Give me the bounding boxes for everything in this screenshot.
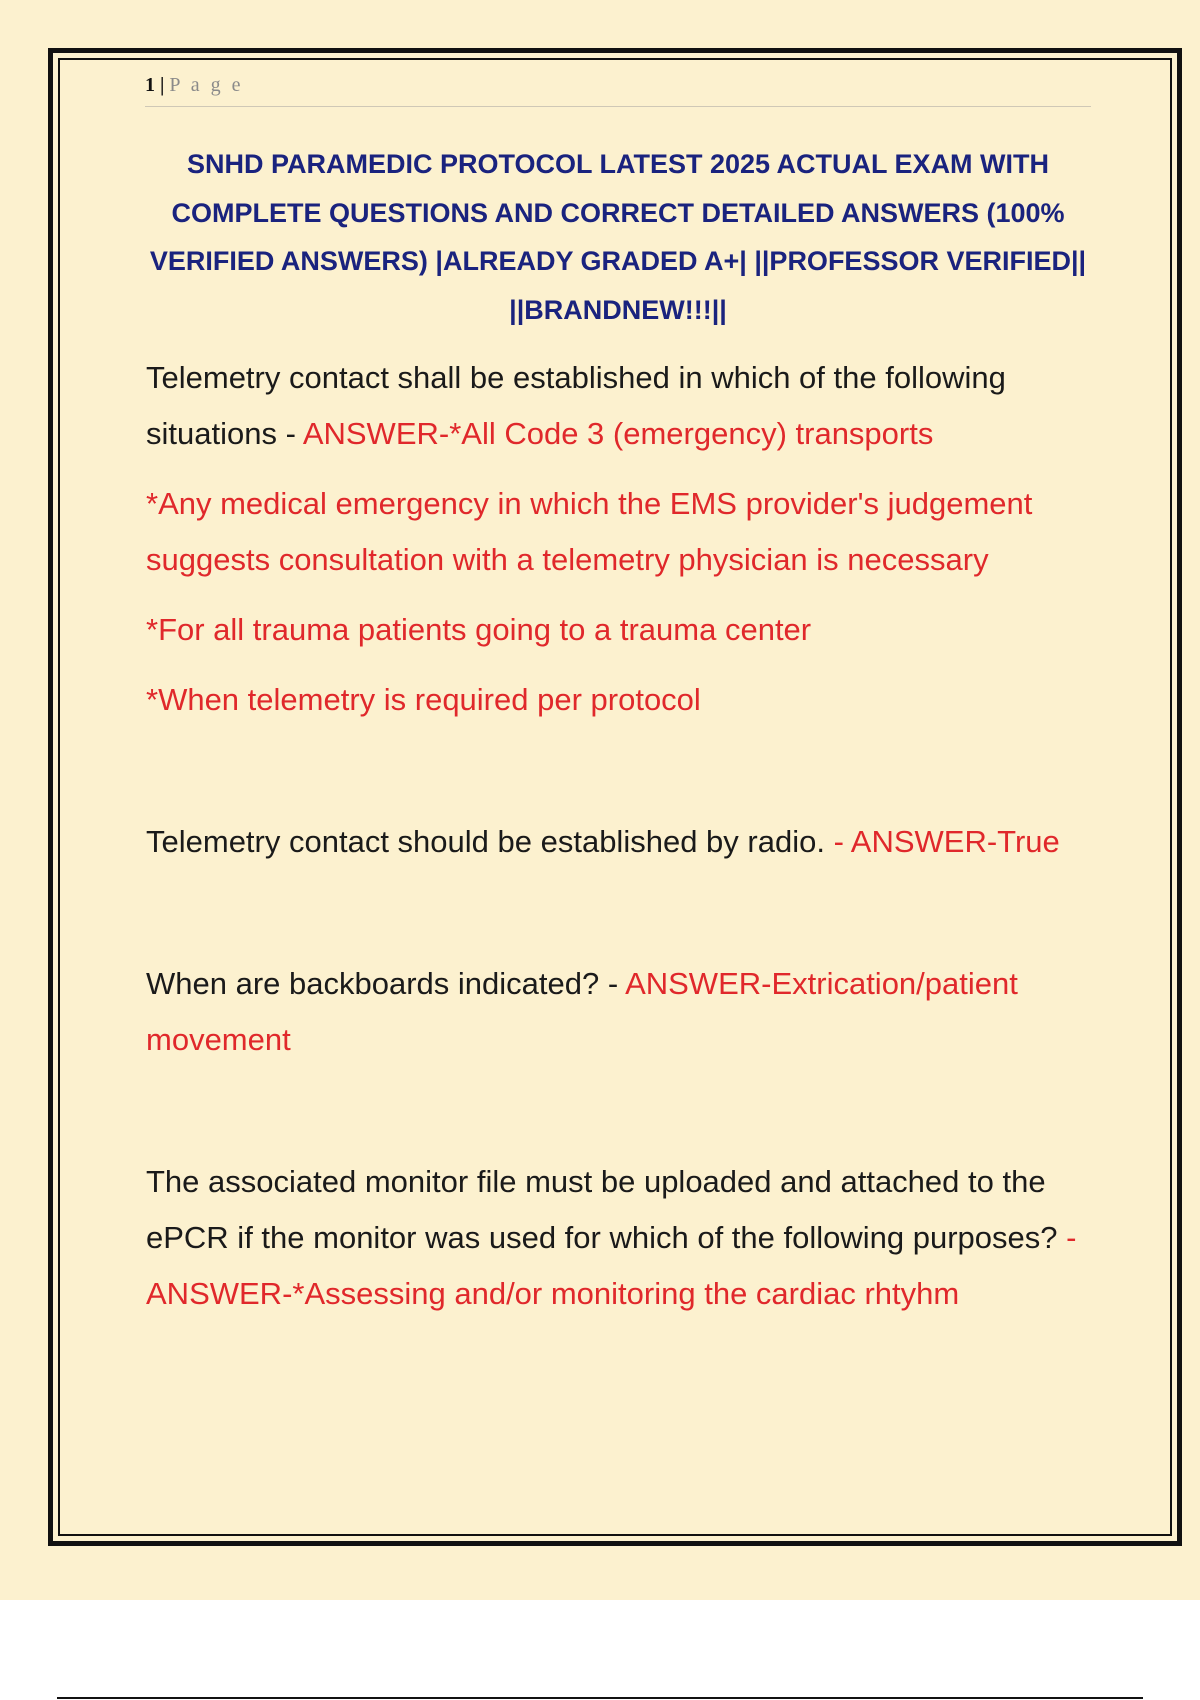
answer-text: - ANSWER-*Assessing and/or monitoring the cardiac rhtyhm <box>146 1220 1077 1311</box>
qa-item-3 <box>146 956 1096 1068</box>
question-text: Telemetry contact shall be established in which of the following situations - <box>146 360 1006 451</box>
header-separator: | <box>160 74 165 96</box>
answer-continuation: *When telemetry is required per protocol <box>146 682 701 717</box>
answer-text: ANSWER-*All Code 3 (emergency) transports <box>302 416 934 451</box>
answer-text: - ANSWER-True <box>833 824 1060 859</box>
page-header <box>145 74 1091 107</box>
qa-item-4 <box>146 1154 1096 1322</box>
qa-item-2 <box>146 814 1096 870</box>
question-text: When are backboards indicated? - <box>146 966 626 1001</box>
page-divider <box>57 1697 1143 1699</box>
answer-continuation: *For all trauma patients going to a trauma center <box>146 612 812 647</box>
document-title: SNHD PARAMEDIC PROTOCOL LATEST 2025 ACTUAL EXAM WITH COMPLETE QUESTIONS AND CORRECT DETAILED ANSWERS (100% VERIFIED ANSWERS) |ALREADY GRADED A+| ||PROFESSOR VERIFIED|| ||BRANDNEW!!!|| <box>149 149 1087 325</box>
answer-text: ANSWER-Extrication/patient movement <box>146 966 1018 1057</box>
qa-item-1 <box>146 350 1096 462</box>
page-label: P a g e <box>169 74 244 96</box>
answer-continuation: *Any medical emergency in which the EMS provider's judgement suggests consultation with a telemetry physician is necessary <box>146 486 1033 577</box>
question-text: Telemetry contact should be established by radio. <box>146 824 834 859</box>
page-number: 1 <box>145 74 155 96</box>
document-body <box>146 350 1096 1322</box>
question-text: The associated monitor file must be uploaded and attached to the ePCR if the monitor was used for which of the following purposes? <box>146 1164 1067 1255</box>
